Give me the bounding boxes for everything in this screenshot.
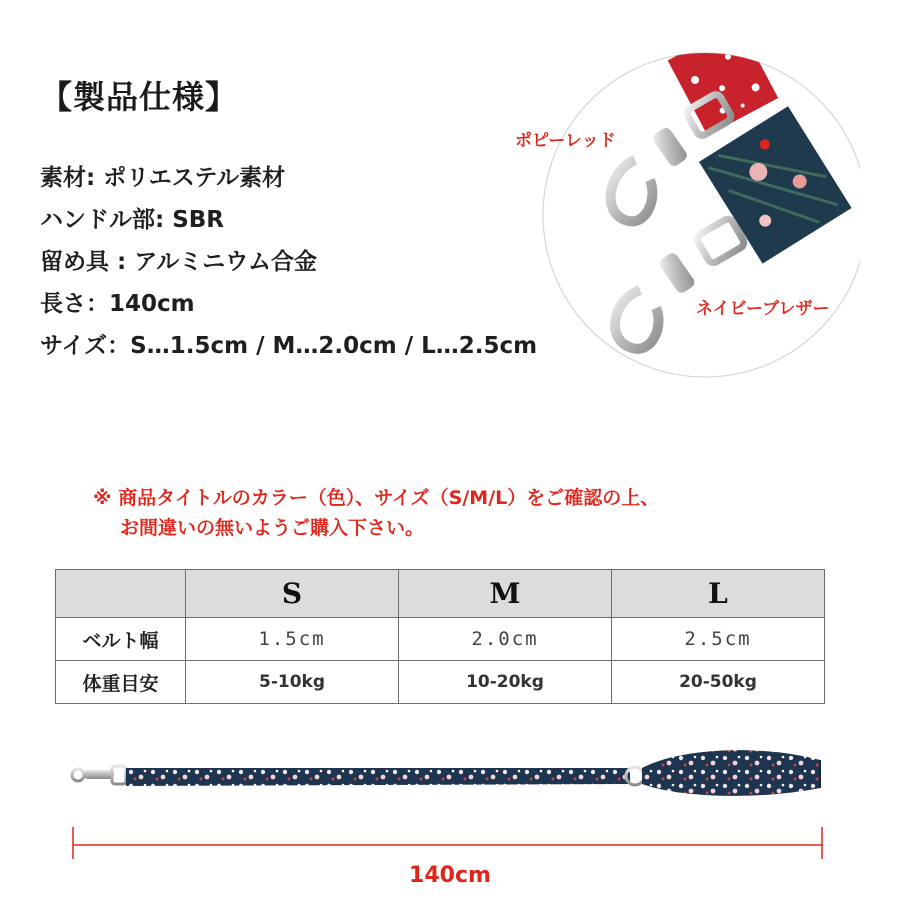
table-row <box>56 618 825 661</box>
color-label-navy-blazer: ネイビーブレザー <box>696 299 830 319</box>
spec-clasp: 留め具 : アルミニウム合金 <box>40 249 318 275</box>
color-variants-image <box>540 50 860 380</box>
weight-s: 5-10kg <box>186 661 399 704</box>
row-label-weight: 体重目安 <box>56 661 186 704</box>
row-label-belt-width: ベルト幅 <box>56 618 186 661</box>
leash-hook <box>72 766 126 784</box>
table-header-row <box>56 570 825 618</box>
order-note-line1: ※ 商品タイトルのカラー（色）、サイズ（S/M/L）をご確認の上、 <box>93 487 660 509</box>
length-label: 140cm <box>409 863 491 888</box>
header-size-l: L <box>612 570 825 618</box>
header-size-m: M <box>399 570 612 618</box>
belt-width-s: 1.5cm <box>186 618 399 661</box>
belt-width-l: 2.5cm <box>612 618 825 661</box>
spec-handle: ハンドル部: SBR <box>40 207 225 233</box>
length-dimension-line <box>70 827 825 859</box>
spec-list <box>40 157 537 367</box>
weight-l: 20-50kg <box>612 661 825 704</box>
size-table <box>55 569 825 704</box>
order-note-line2: お間違いの無いようご購入下さい。 <box>120 517 425 539</box>
spec-size: サイズ：S…1.5cm / M…2.0cm / L…2.5cm <box>40 333 538 359</box>
order-note <box>93 483 659 543</box>
table-row <box>56 661 825 704</box>
header-size-s: S <box>186 570 399 618</box>
spec-length: 長さ：140cm <box>40 291 195 317</box>
spec-heading: 【製品仕様】 <box>40 78 239 116</box>
leash-image <box>60 740 830 820</box>
weight-m: 10-20kg <box>399 661 612 704</box>
belt-width-m: 2.0cm <box>399 618 612 661</box>
color-label-poppy-red: ポピーレッド <box>515 131 616 151</box>
header-corner <box>56 570 186 618</box>
spec-material: 素材: ポリエステル素材 <box>40 165 286 191</box>
